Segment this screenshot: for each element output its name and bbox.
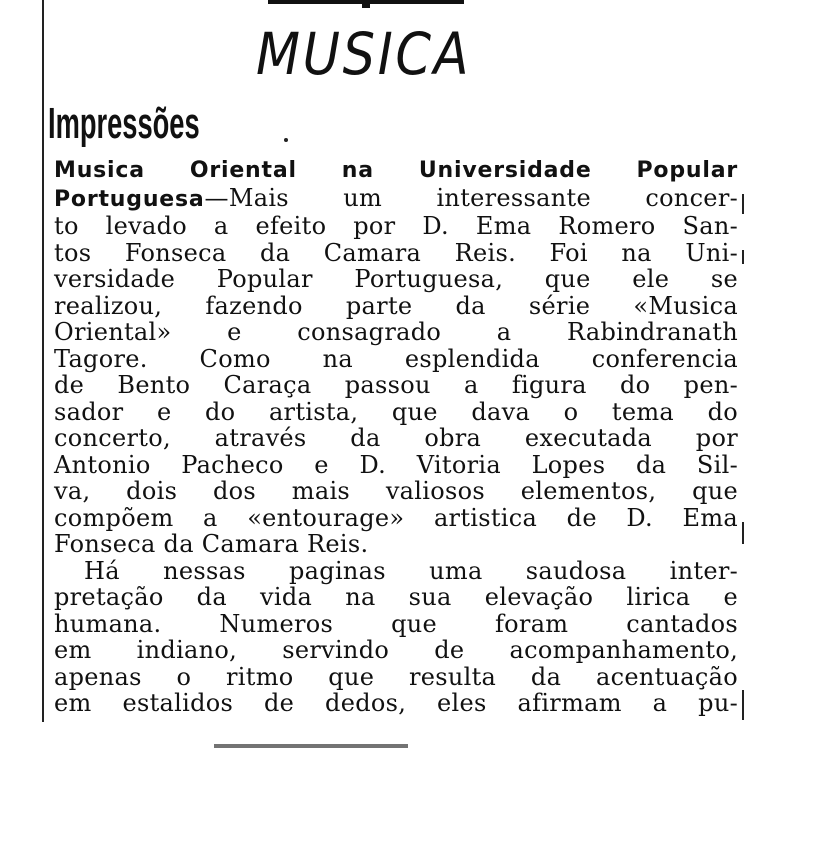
body-line: concerto, através da obra executada por	[54, 424, 738, 452]
body-line: Fonseca da Camara Reis.	[54, 530, 369, 558]
body-line: Antonio Pacheco e D. Vitoria Lopes da Sil-	[54, 450, 738, 479]
column-mark-right	[742, 690, 744, 720]
ink-speck	[284, 138, 288, 142]
body-line: Tagore. Como na esplendida conferencia	[54, 344, 738, 373]
body-line: em indiano, servindo de acompanhamento,	[54, 636, 738, 664]
body-line: va, dois dos mais valiosos elementos, que	[54, 477, 738, 505]
body-line: compõem a «entourage» artistica de D. Ema	[54, 503, 738, 532]
article-kicker: Musica Oriental na Universidade Popular	[54, 158, 738, 183]
column-mark-right	[742, 522, 744, 544]
body-line: em estalidos de dedos, eles afirmam a pu-	[54, 689, 738, 717]
bottom-rule-fragment	[214, 744, 408, 748]
section-title: MUSICA	[256, 20, 472, 88]
body-line: humana. Numeros que foram cantados	[54, 609, 738, 638]
body-line	[54, 185, 738, 214]
headline: Impressões	[48, 99, 200, 148]
body-line: sador e do artista, que dava o tema do	[54, 397, 738, 426]
body-text: —Mais um interessante concer-	[204, 183, 738, 212]
paragraph-1	[54, 158, 738, 558]
body-line: Há nessas paginas uma saudosa inter-	[84, 556, 738, 585]
column-mark-right	[742, 194, 744, 214]
article-body	[54, 158, 738, 717]
top-rule-mark	[362, 2, 370, 8]
body-line: Oriental» e consagrado a Rabindranath	[54, 318, 738, 346]
paragraph-2	[54, 558, 738, 717]
column-rule-left	[42, 0, 44, 722]
body-line: pretação da vida na sua elevação lirica e	[54, 583, 738, 611]
body-line: de Bento Caraça passou a figura do pen-	[54, 371, 738, 399]
body-line: versidade Popular Portuguesa, que ele se	[54, 265, 738, 293]
body-line: realizou, fazendo parte da série «Musica	[54, 291, 738, 320]
body-line: tos Fonseca da Camara Reis. Foi na Uni-	[54, 238, 738, 267]
article-kicker-end: Portuguesa	[54, 186, 205, 212]
column-mark-right	[742, 250, 744, 264]
body-line: to levado a efeito por D. Ema Romero San-	[54, 212, 738, 240]
body-line: apenas o ritmo que resulta da acentuação	[54, 662, 738, 691]
